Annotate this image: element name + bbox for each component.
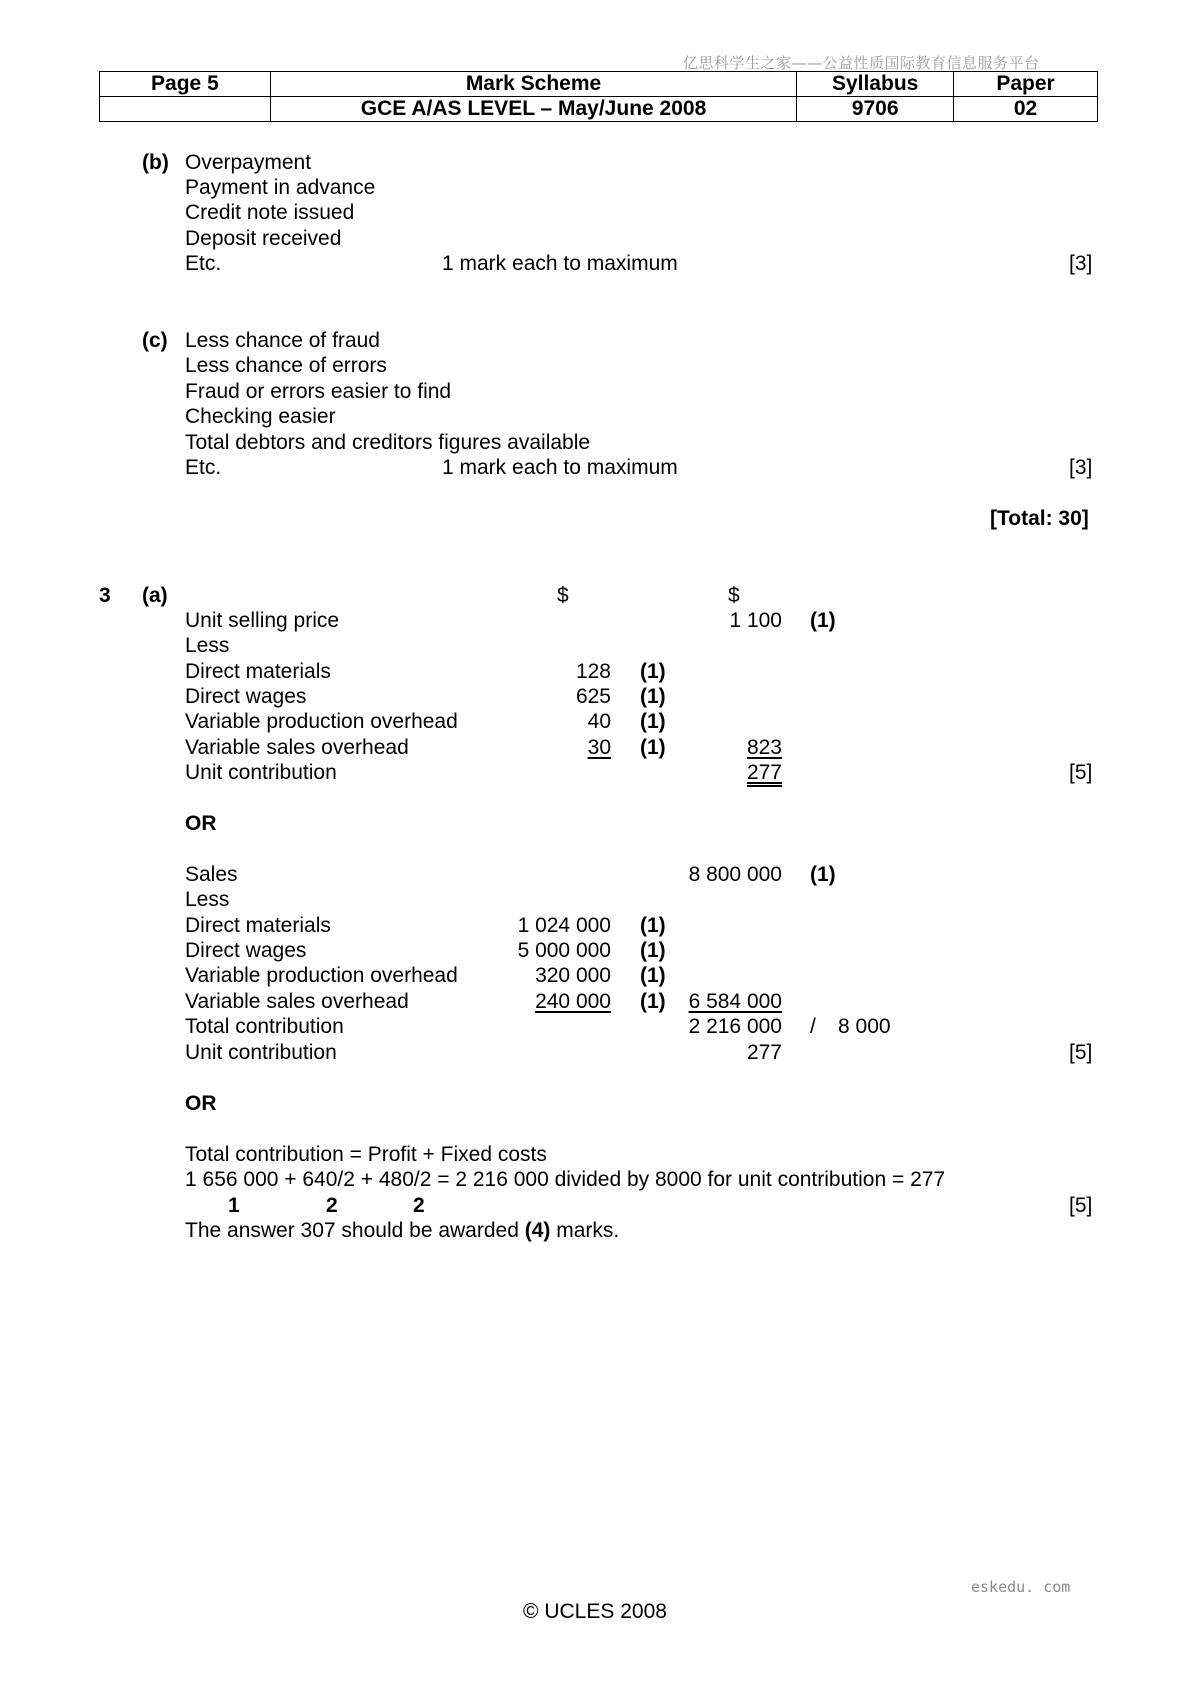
t2-row-mark: (1) xyxy=(640,964,666,987)
part-c-label: (c) xyxy=(142,329,168,352)
question-number: 3 xyxy=(99,584,111,607)
t1-row-mark: (1) xyxy=(640,710,666,733)
q3-part-label: (a) xyxy=(142,584,168,607)
t2-row-value: 1 024 000 xyxy=(517,914,611,937)
t2-row-label: Variable sales overhead xyxy=(185,990,409,1013)
t2-row-label: Direct materials xyxy=(185,914,331,937)
alt-line-4-post: marks. xyxy=(550,1219,620,1242)
header-syllabus-label: Syllabus xyxy=(797,72,954,97)
t1-less: Less xyxy=(185,634,230,657)
t2-row-value-text: 240 000 xyxy=(535,990,611,1013)
alt-line-4-bold: (4) xyxy=(524,1219,551,1242)
t2-row-label: Variable production overhead xyxy=(185,964,458,987)
t1-row-value xyxy=(576,735,611,760)
alt-marks: [5] xyxy=(1069,1194,1093,1217)
part-c-item: Less chance of errors xyxy=(185,354,387,377)
t2-row-mark: (1) xyxy=(640,990,666,1013)
t1-result-value xyxy=(682,760,782,785)
alt-mark: 2 xyxy=(326,1194,338,1217)
t2-total-value: 2 216 000 xyxy=(688,1015,782,1038)
t1-row-label: Variable sales overhead xyxy=(185,736,409,759)
t1-result-label: Unit contribution xyxy=(185,761,337,784)
alt-line-4 xyxy=(185,1218,619,1243)
part-b-label: (b) xyxy=(142,151,169,174)
t1-result-value-text: 277 xyxy=(746,761,782,784)
header-row-2 xyxy=(100,97,1098,122)
t2-subtotal xyxy=(662,989,782,1014)
t2-row-value xyxy=(514,989,611,1014)
part-c-item: Etc. xyxy=(185,456,222,479)
header-exam: GCE A/AS LEVEL – May/June 2008 xyxy=(270,97,796,122)
header-paper: 02 xyxy=(954,97,1098,122)
header-paper-label: Paper xyxy=(954,72,1098,97)
part-c-note: 1 mark each to maximum xyxy=(442,456,678,479)
part-b-note: 1 mark each to maximum xyxy=(442,252,678,275)
t1-row-label: Direct wages xyxy=(185,685,307,708)
header-page: Page 5 xyxy=(100,72,271,97)
t1-row-label: Variable production overhead xyxy=(185,710,458,733)
t2-divisor: 8 000 xyxy=(838,1015,891,1038)
t2-less: Less xyxy=(185,888,230,911)
t1-row-mark: (1) xyxy=(640,736,666,759)
site-watermark: eskedu. com xyxy=(971,1578,1071,1596)
part-b-item: Overpayment xyxy=(185,151,312,174)
t2-unit-value: 277 xyxy=(746,1041,782,1064)
header-table xyxy=(99,71,1098,122)
part-b-item: Payment in advance xyxy=(185,176,376,199)
t1-subtotal-text: 823 xyxy=(746,736,782,759)
t2-total-label: Total contribution xyxy=(185,1015,344,1038)
t1-row-value: 128 xyxy=(575,660,611,683)
t2-row-value: 320 000 xyxy=(535,964,611,987)
header-syllabus: 9706 xyxy=(797,97,954,122)
t1-selling-value: 1 100 xyxy=(729,609,782,632)
part-c-marks: [3] xyxy=(1069,456,1093,479)
t1-row-mark: (1) xyxy=(640,660,666,683)
part-b-item: Credit note issued xyxy=(185,201,355,224)
alt-mark: 2 xyxy=(413,1194,425,1217)
currency-header: $ xyxy=(557,584,569,607)
t2-row-value: 5 000 000 xyxy=(517,939,611,962)
alt-line-4-pre: The answer 307 should be awarded xyxy=(185,1219,525,1242)
t1-row-value: 40 xyxy=(587,710,611,733)
t1-row-mark: (1) xyxy=(640,685,666,708)
t2-row-mark: (1) xyxy=(640,914,666,937)
part-c-item: Less chance of fraud xyxy=(185,329,380,352)
alt-mark: 1 xyxy=(228,1194,240,1217)
t2-row-label: Direct wages xyxy=(185,939,307,962)
t2-subtotal-text: 6 584 000 xyxy=(688,990,782,1013)
header-row-1 xyxy=(100,72,1098,97)
or-label: OR xyxy=(185,812,217,835)
t2-sales-label: Sales xyxy=(185,863,238,886)
header-title: Mark Scheme xyxy=(270,72,796,97)
t2-marks: [5] xyxy=(1069,1041,1093,1064)
t1-row-value-text: 30 xyxy=(587,736,611,759)
t1-selling-mark: (1) xyxy=(810,609,836,632)
t1-selling-label: Unit selling price xyxy=(185,609,340,632)
t2-sales-value: 8 800 000 xyxy=(688,863,782,886)
t1-subtotal xyxy=(682,735,782,760)
total-marks: [Total: 30] xyxy=(990,507,1089,530)
alt-line-2: 1 656 000 + 640/2 + 480/2 = 2 216 000 divided by 8000 for unit contribution = 277 xyxy=(185,1168,946,1191)
part-c-item: Checking easier xyxy=(185,405,336,428)
footer-copyright: © UCLES 2008 xyxy=(523,1600,667,1623)
part-b-marks: [3] xyxy=(1069,252,1093,275)
t2-row-mark: (1) xyxy=(640,939,666,962)
t2-divider: / xyxy=(810,1015,816,1038)
currency-header: $ xyxy=(728,584,740,607)
part-b-item: Etc. xyxy=(185,252,222,275)
t2-unit-label: Unit contribution xyxy=(185,1041,337,1064)
part-b-item: Deposit received xyxy=(185,227,342,250)
t2-sales-mark: (1) xyxy=(810,863,836,886)
t1-row-label: Direct materials xyxy=(185,660,331,683)
or-label: OR xyxy=(185,1092,217,1115)
t1-marks: [5] xyxy=(1069,761,1093,784)
watermark-text: 亿思科学生之家——公益性质国际教育信息服务平台 xyxy=(683,54,1040,72)
header-blank xyxy=(100,97,271,122)
part-c-item: Fraud or errors easier to find xyxy=(185,380,452,403)
part-c-item: Total debtors and creditors figures available xyxy=(185,431,591,454)
t1-row-value: 625 xyxy=(575,685,611,708)
alt-line-1: Total contribution = Profit + Fixed costs xyxy=(185,1143,547,1166)
